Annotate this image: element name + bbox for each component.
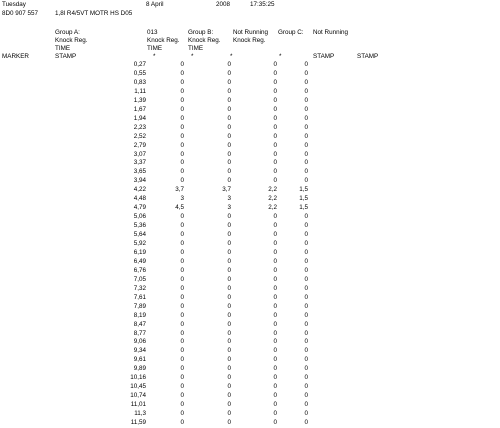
value-cell: 0 xyxy=(273,168,277,176)
value-cell: 0 xyxy=(273,240,277,247)
time-cell: 3,37 xyxy=(133,159,146,167)
table-row xyxy=(0,249,500,258)
value-cell: 0 xyxy=(273,78,277,86)
table-row xyxy=(0,115,500,124)
table-row xyxy=(0,321,500,330)
table-row xyxy=(0,419,500,428)
value-cell: 0 xyxy=(180,311,184,319)
col1-line3: TIME xyxy=(55,45,71,52)
value-cell: 0 xyxy=(273,132,277,140)
value-cell: 0 xyxy=(227,401,231,409)
col1-line2: Knock Reg. xyxy=(55,37,88,44)
table-row xyxy=(0,204,500,213)
table-row xyxy=(0,365,500,374)
value-cell: 3,7 xyxy=(222,186,231,194)
value-cell: 0 xyxy=(273,419,277,426)
value-cell: 0 xyxy=(304,222,308,230)
table-row xyxy=(0,213,500,222)
time-cell: 1,67 xyxy=(133,105,146,113)
table-row xyxy=(0,159,500,168)
value-cell: 0 xyxy=(304,257,308,265)
time-cell: 0,83 xyxy=(133,78,146,86)
value-cell: 0 xyxy=(273,275,277,283)
value-cell: 0 xyxy=(304,168,308,176)
table-row xyxy=(0,177,500,186)
table-row xyxy=(0,401,500,410)
value-cell: 0 xyxy=(227,275,231,283)
value-cell: 0 xyxy=(180,114,184,122)
time-cell: 9,06 xyxy=(133,338,146,346)
value-cell: 0 xyxy=(304,177,308,185)
value-cell: 0 xyxy=(273,392,277,400)
time-cell: 8,47 xyxy=(133,320,146,328)
value-cell: 0 xyxy=(180,419,184,426)
col7-line4: STAMP xyxy=(357,53,379,60)
time-cell: 7,89 xyxy=(133,302,146,310)
value-cell: 0 xyxy=(180,383,184,391)
value-cell: 0 xyxy=(227,132,231,140)
value-cell: 0 xyxy=(304,275,308,283)
value-cell: 0 xyxy=(180,248,184,256)
table-row xyxy=(0,186,500,195)
value-cell: 1,5 xyxy=(299,195,308,203)
col2-line2: Knock Reg. xyxy=(147,37,180,44)
value-cell: 0 xyxy=(180,401,184,409)
time-cell: 1,11 xyxy=(134,87,146,95)
value-cell: 0 xyxy=(304,105,308,113)
value-cell: 0 xyxy=(227,329,231,337)
value-cell: 0 xyxy=(304,374,308,382)
value-cell: 0 xyxy=(273,293,277,301)
time-cell: 11,01 xyxy=(130,401,146,409)
time-cell: 6,49 xyxy=(133,257,146,265)
value-cell: 0 xyxy=(227,78,231,86)
value-cell: 0 xyxy=(180,168,184,176)
table-row xyxy=(0,383,500,392)
value-cell: 0 xyxy=(180,365,184,373)
value-cell: 0 xyxy=(273,231,277,239)
col2-line4: * xyxy=(153,53,156,60)
table-row xyxy=(0,303,500,312)
value-cell: 0 xyxy=(304,419,308,426)
value-cell: 0 xyxy=(273,87,277,95)
value-cell: 0 xyxy=(304,61,308,68)
value-cell: 0 xyxy=(304,69,308,77)
value-cell: 0 xyxy=(180,302,184,310)
value-cell: 0 xyxy=(273,302,277,310)
col4-line4: * xyxy=(230,53,233,60)
value-cell: 0 xyxy=(227,231,231,239)
time-cell: 5,36 xyxy=(133,222,146,230)
value-cell: 0 xyxy=(273,266,277,274)
value-cell: 0 xyxy=(304,338,308,346)
year-label: 2008 xyxy=(216,1,231,8)
value-cell: 0 xyxy=(180,347,184,355)
value-cell: 0 xyxy=(304,87,308,95)
value-cell: 0 xyxy=(304,329,308,337)
value-cell: 0 xyxy=(180,96,184,104)
table-row xyxy=(0,133,500,142)
value-cell: 0 xyxy=(273,311,277,319)
value-cell: 0 xyxy=(304,293,308,301)
col3-line3: TIME xyxy=(188,45,204,52)
value-cell: 0 xyxy=(180,132,184,140)
value-cell: 0 xyxy=(304,231,308,239)
time-cell: 9,89 xyxy=(133,365,146,373)
value-cell: 0 xyxy=(273,347,277,355)
time-cell: 0,27 xyxy=(133,61,146,68)
value-cell: 0 xyxy=(227,248,231,256)
marker-header: MARKER xyxy=(2,53,29,60)
value-cell: 0 xyxy=(304,410,308,418)
table-row xyxy=(0,222,500,231)
value-cell: 0 xyxy=(227,213,231,221)
col3-line2: Knock Reg. xyxy=(188,37,221,44)
table-row xyxy=(0,70,500,79)
value-cell: 0 xyxy=(180,222,184,230)
value-cell: 0 xyxy=(180,356,184,364)
value-cell: 0 xyxy=(273,401,277,409)
value-cell: 0 xyxy=(273,320,277,328)
time-cell: 10,16 xyxy=(130,374,146,382)
value-cell: 0 xyxy=(180,266,184,274)
value-cell: 0 xyxy=(273,356,277,364)
table-row xyxy=(0,374,500,383)
col3-line4: * xyxy=(191,53,194,60)
time-cell: 10,45 xyxy=(130,383,146,391)
table-row xyxy=(0,142,500,151)
table-row xyxy=(0,97,500,106)
table-row xyxy=(0,88,500,97)
table-row xyxy=(0,168,500,177)
value-cell: 0 xyxy=(273,410,277,418)
time-cell: 4,48 xyxy=(133,195,146,203)
value-cell: 0 xyxy=(227,150,231,158)
value-cell: 0 xyxy=(273,257,277,265)
value-cell: 0 xyxy=(227,356,231,364)
value-cell: 0 xyxy=(227,320,231,328)
value-cell: 0 xyxy=(273,374,277,382)
value-cell: 0 xyxy=(227,284,231,292)
value-cell: 0 xyxy=(180,320,184,328)
value-cell: 0 xyxy=(273,159,277,167)
table-row xyxy=(0,338,500,347)
time-cell: 10,74 xyxy=(130,392,146,400)
col4-line2: Knock Reg. xyxy=(233,37,266,44)
value-cell: 0 xyxy=(273,248,277,256)
value-cell: 0 xyxy=(180,123,184,131)
value-cell: 0 xyxy=(304,96,308,104)
table-row xyxy=(0,330,500,339)
table-row xyxy=(0,61,500,70)
time-cell: 4,79 xyxy=(133,204,146,212)
value-cell: 0 xyxy=(273,69,277,77)
value-cell: 0 xyxy=(304,150,308,158)
value-cell: 0 xyxy=(180,213,184,221)
value-cell: 0 xyxy=(273,123,277,131)
table-row xyxy=(0,79,500,88)
value-cell: 0 xyxy=(227,374,231,382)
table-row xyxy=(0,231,500,240)
value-cell: 3 xyxy=(227,195,231,203)
value-cell: 0 xyxy=(304,266,308,274)
value-cell: 0 xyxy=(273,105,277,113)
value-cell: 0 xyxy=(180,69,184,77)
time-cell: 5,64 xyxy=(133,231,146,239)
time-cell: 6,76 xyxy=(133,266,146,274)
value-cell: 0 xyxy=(273,284,277,292)
value-cell: 0 xyxy=(227,311,231,319)
value-cell: 0 xyxy=(180,329,184,337)
value-cell: 0 xyxy=(227,302,231,310)
time-cell: 9,61 xyxy=(133,356,146,364)
value-cell: 0 xyxy=(180,284,184,292)
col2-line3: TIME xyxy=(147,45,163,52)
time-cell: 9,34 xyxy=(133,347,146,355)
value-cell: 0 xyxy=(227,69,231,77)
time-cell: 11,59 xyxy=(130,419,146,426)
engine-code: 1,8l R4/5VT MOTR HS D05 xyxy=(55,10,133,17)
table-row xyxy=(0,124,500,133)
value-cell: 0 xyxy=(273,61,277,68)
table-row xyxy=(0,151,500,160)
value-cell: 0 xyxy=(180,78,184,86)
value-cell: 0 xyxy=(304,159,308,167)
value-cell: 0 xyxy=(227,383,231,391)
value-cell: 0 xyxy=(273,141,277,149)
value-cell: 0 xyxy=(180,338,184,346)
value-cell: 0 xyxy=(227,392,231,400)
value-cell: 0 xyxy=(304,114,308,122)
table-row xyxy=(0,106,500,115)
time-cell: 5,06 xyxy=(133,213,146,221)
value-cell: 1,5 xyxy=(299,204,308,212)
value-cell: 0 xyxy=(273,222,277,230)
table-row xyxy=(0,276,500,285)
time-cell: 3,94 xyxy=(133,177,146,185)
value-cell: 0 xyxy=(180,374,184,382)
value-cell: 0 xyxy=(180,275,184,283)
table-row xyxy=(0,258,500,267)
value-cell: 0 xyxy=(227,419,231,426)
time-cell: 7,61 xyxy=(133,293,146,301)
value-cell: 0 xyxy=(304,132,308,140)
value-cell: 0 xyxy=(304,78,308,86)
time-cell: 8,19 xyxy=(133,311,146,319)
value-cell: 0 xyxy=(304,347,308,355)
value-cell: 0 xyxy=(180,240,184,247)
value-cell: 0 xyxy=(180,105,184,113)
col2-line1: 013 xyxy=(147,29,158,36)
col5-line1: Group C: xyxy=(278,29,304,36)
time-cell: 1,94 xyxy=(133,114,146,122)
value-cell: 0 xyxy=(227,347,231,355)
day-label: Tuesday xyxy=(2,1,26,8)
value-cell: 2,2 xyxy=(268,204,277,212)
time-cell: 4,22 xyxy=(133,186,146,194)
table-row xyxy=(0,240,500,249)
value-cell: 0 xyxy=(304,356,308,364)
value-cell: 0 xyxy=(304,383,308,391)
value-cell: 0 xyxy=(227,338,231,346)
value-cell: 1,5 xyxy=(299,186,308,194)
value-cell: 0 xyxy=(227,266,231,274)
value-cell: 0 xyxy=(304,302,308,310)
value-cell: 3,7 xyxy=(175,186,184,194)
time-cell: 1,39 xyxy=(133,96,146,104)
table-row xyxy=(0,312,500,321)
table-row xyxy=(0,195,500,204)
time-cell: 2,52 xyxy=(133,132,146,140)
value-cell: 0 xyxy=(180,177,184,185)
value-cell: 0 xyxy=(304,248,308,256)
value-cell: 0 xyxy=(273,150,277,158)
value-cell: 0 xyxy=(227,222,231,230)
time-label: 17:35:25 xyxy=(250,1,275,8)
time-cell: 5,92 xyxy=(133,240,146,247)
value-cell: 0 xyxy=(273,177,277,185)
value-cell: 0 xyxy=(227,61,231,68)
table-row xyxy=(0,285,500,294)
value-cell: 0 xyxy=(227,123,231,131)
col3-line1: Group B: xyxy=(188,29,214,36)
col6-line4: STAMP xyxy=(313,53,335,60)
value-cell: 0 xyxy=(304,365,308,373)
table-row xyxy=(0,347,500,356)
value-cell: 0 xyxy=(273,365,277,373)
value-cell: 0 xyxy=(180,392,184,400)
value-cell: 0 xyxy=(273,383,277,391)
value-cell: 0 xyxy=(304,284,308,292)
col1-line4: STAMP xyxy=(55,53,77,60)
value-cell: 0 xyxy=(304,320,308,328)
value-cell: 0 xyxy=(304,311,308,319)
value-cell: 0 xyxy=(180,141,184,149)
col6-line1: Not Running xyxy=(313,29,349,36)
table-row xyxy=(0,267,500,276)
value-cell: 0 xyxy=(180,410,184,418)
value-cell: 0 xyxy=(227,293,231,301)
time-cell: 7,32 xyxy=(133,284,146,292)
time-cell: 8,77 xyxy=(133,329,146,337)
col4-line1: Not Running xyxy=(233,29,269,36)
value-cell: 0 xyxy=(227,159,231,167)
value-cell: 0 xyxy=(227,240,231,247)
value-cell: 0 xyxy=(227,141,231,149)
value-cell: 0 xyxy=(180,150,184,158)
value-cell: 0 xyxy=(304,401,308,409)
value-cell: 0 xyxy=(180,61,184,68)
value-cell: 2,2 xyxy=(268,186,277,194)
value-cell: 0 xyxy=(227,177,231,185)
value-cell: 2,2 xyxy=(268,195,277,203)
value-cell: 0 xyxy=(273,114,277,122)
time-cell: 6,19 xyxy=(133,248,146,256)
value-cell: 0 xyxy=(180,257,184,265)
col5-line4: * xyxy=(279,53,282,60)
value-cell: 0 xyxy=(180,87,184,95)
value-cell: 0 xyxy=(227,87,231,95)
time-cell: 7,05 xyxy=(133,275,146,283)
value-cell: 0 xyxy=(304,213,308,221)
value-cell: 0 xyxy=(304,141,308,149)
value-cell: 0 xyxy=(273,338,277,346)
value-cell: 0 xyxy=(227,114,231,122)
value-cell: 0 xyxy=(304,392,308,400)
value-cell: 3 xyxy=(180,195,184,203)
value-cell: 0 xyxy=(227,410,231,418)
table-row xyxy=(0,294,500,303)
time-cell: 3,07 xyxy=(133,150,146,158)
value-cell: 0 xyxy=(273,213,277,221)
value-cell: 0 xyxy=(227,257,231,265)
time-cell: 11,3 xyxy=(134,410,146,418)
col1-line1: Group A: xyxy=(55,29,80,36)
value-cell: 0 xyxy=(180,293,184,301)
value-cell: 0 xyxy=(304,123,308,131)
time-cell: 0,55 xyxy=(133,69,146,77)
value-cell: 0 xyxy=(227,105,231,113)
vin-code: 8D0 907 557 xyxy=(2,10,39,17)
value-cell: 0 xyxy=(273,96,277,104)
value-cell: 3 xyxy=(227,204,231,212)
time-cell: 3,65 xyxy=(133,168,146,176)
value-cell: 0 xyxy=(273,329,277,337)
value-cell: 0 xyxy=(304,240,308,247)
value-cell: 0 xyxy=(227,96,231,104)
value-cell: 0 xyxy=(227,365,231,373)
table-row xyxy=(0,356,500,365)
value-cell: 0 xyxy=(180,159,184,167)
time-cell: 2,23 xyxy=(133,123,146,131)
value-cell: 0 xyxy=(227,168,231,176)
time-cell: 2,79 xyxy=(133,141,146,149)
value-cell: 0 xyxy=(180,231,184,239)
table-row xyxy=(0,392,500,401)
table-row xyxy=(0,410,500,419)
value-cell: 4,5 xyxy=(175,204,184,212)
date-label: 8 April xyxy=(146,1,164,8)
